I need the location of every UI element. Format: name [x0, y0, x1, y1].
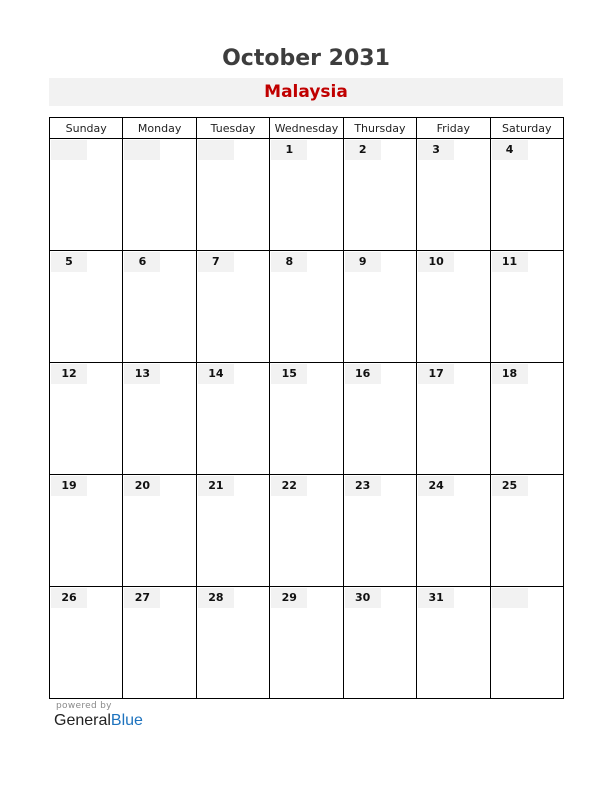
day-cell	[490, 139, 563, 251]
day-number: 21	[198, 476, 234, 496]
day-number: 7	[198, 252, 234, 272]
day-cell	[343, 587, 416, 699]
day-number: 14	[198, 364, 234, 384]
day-cell	[270, 587, 343, 699]
day-number	[492, 588, 528, 608]
day-cell	[343, 363, 416, 475]
day-cell	[196, 363, 269, 475]
day-number: 18	[492, 364, 528, 384]
day-cell	[343, 475, 416, 587]
day-number: 24	[418, 476, 454, 496]
day-number: 12	[51, 364, 87, 384]
day-cell	[490, 587, 563, 699]
day-cell	[270, 251, 343, 363]
day-cell	[196, 251, 269, 363]
day-number: 20	[124, 476, 160, 496]
day-cell	[270, 363, 343, 475]
day-number: 22	[271, 476, 307, 496]
powered-by-label: powered by	[56, 701, 112, 711]
logo-text-blue: Blue	[110, 712, 143, 729]
day-cell	[50, 475, 123, 587]
day-cell	[490, 475, 563, 587]
day-cell	[417, 251, 490, 363]
day-number: 23	[345, 476, 381, 496]
day-cell	[490, 363, 563, 475]
day-number	[198, 140, 234, 160]
day-cell	[417, 475, 490, 587]
day-number: 25	[492, 476, 528, 496]
weekday-header: Thursday	[343, 118, 416, 139]
weekday-header: Tuesday	[196, 118, 269, 139]
weekday-header-row	[50, 118, 564, 139]
page-title: October 2031	[222, 46, 390, 71]
day-number: 6	[124, 252, 160, 272]
day-number: 17	[418, 364, 454, 384]
day-number: 30	[345, 588, 381, 608]
day-cell	[417, 363, 490, 475]
day-number	[51, 140, 87, 160]
day-cell	[50, 363, 123, 475]
day-cell	[490, 251, 563, 363]
week-row	[50, 363, 564, 475]
day-cell	[270, 475, 343, 587]
week-row	[50, 139, 564, 251]
day-number: 10	[418, 252, 454, 272]
day-number: 5	[51, 252, 87, 272]
day-number: 9	[345, 252, 381, 272]
day-cell	[50, 587, 123, 699]
day-number: 8	[271, 252, 307, 272]
day-cell	[123, 251, 196, 363]
day-number	[124, 140, 160, 160]
day-number: 19	[51, 476, 87, 496]
country-label: Malaysia	[49, 78, 563, 106]
day-cell	[270, 139, 343, 251]
weekday-header: Friday	[417, 118, 490, 139]
generalblue-logo[interactable]	[54, 712, 143, 730]
day-cell	[123, 475, 196, 587]
day-cell	[196, 475, 269, 587]
day-number: 15	[271, 364, 307, 384]
day-cell	[123, 139, 196, 251]
weekday-header: Monday	[123, 118, 196, 139]
week-row	[50, 251, 564, 363]
day-number: 16	[345, 364, 381, 384]
day-cell	[50, 251, 123, 363]
week-row	[50, 587, 564, 699]
day-cell	[196, 139, 269, 251]
day-number: 4	[492, 140, 528, 160]
calendar-grid	[49, 117, 564, 699]
day-cell	[343, 251, 416, 363]
day-cell	[417, 587, 490, 699]
day-cell	[417, 139, 490, 251]
day-cell	[123, 587, 196, 699]
day-number: 3	[418, 140, 454, 160]
week-row	[50, 475, 564, 587]
weekday-header: Wednesday	[270, 118, 343, 139]
day-number: 2	[345, 140, 381, 160]
day-number: 1	[271, 140, 307, 160]
day-number: 11	[492, 252, 528, 272]
day-number: 28	[198, 588, 234, 608]
day-cell	[196, 587, 269, 699]
day-number: 31	[418, 588, 454, 608]
logo-text-general: General	[54, 712, 111, 729]
day-number: 29	[271, 588, 307, 608]
day-number: 26	[51, 588, 87, 608]
day-number: 13	[124, 364, 160, 384]
weekday-header: Saturday	[490, 118, 563, 139]
day-cell	[50, 139, 123, 251]
weekday-header: Sunday	[50, 118, 123, 139]
day-cell	[343, 139, 416, 251]
day-cell	[123, 363, 196, 475]
day-number: 27	[124, 588, 160, 608]
